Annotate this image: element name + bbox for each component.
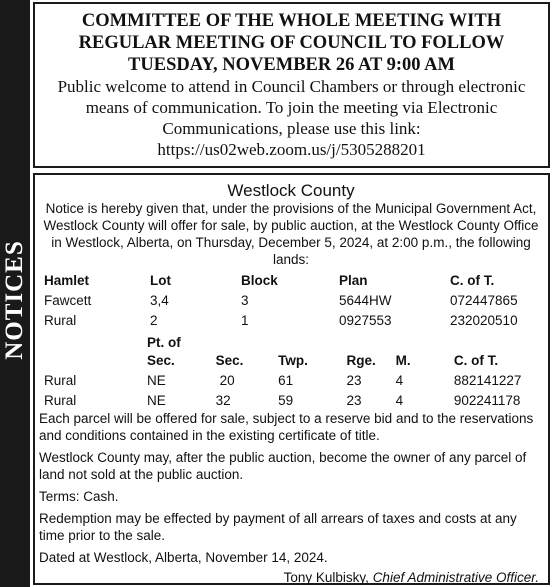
table-cell: Rural	[44, 372, 77, 388]
table-cell: 1	[241, 312, 249, 328]
meeting-notice	[33, 2, 550, 168]
table-cell: 5644HW	[339, 292, 392, 308]
meeting-body-line-2: means of communication. To join the meeting via Electronic	[85, 98, 498, 117]
table-cell: 072447865	[450, 292, 518, 308]
table-cell: 882141227	[453, 372, 522, 388]
terms-paragraph: Terms: Cash.	[39, 489, 119, 504]
reserve-bid-paragraph: Each parcel will be offered for sale, subject to a reserve bid and to the reservations and conditions contained in the existing certificate of title.	[39, 411, 534, 443]
column-header: Plan	[339, 272, 368, 288]
table-cell: 4	[395, 372, 404, 388]
table-cell: 23	[346, 392, 362, 408]
column-header: Block	[241, 272, 278, 288]
table-cell: Fawcett	[44, 292, 92, 308]
table-cell: NE	[147, 392, 166, 408]
signature-name: Tony Kulbisky,	[283, 570, 369, 585]
signature	[39, 569, 543, 586]
header-line: Sec.	[147, 353, 175, 368]
meeting-link[interactable]: https://us02web.zoom.us/j/5305288201	[157, 140, 426, 159]
rural-lands-table	[44, 330, 543, 410]
table-cell: 3	[241, 292, 249, 308]
table-cell: 23	[346, 372, 362, 388]
tax-sale-notice	[33, 173, 550, 585]
column-header: Sec.	[215, 353, 244, 368]
notice-intro: Notice is hereby given that, under the provisions of the Municipal Government Act, Westlock County will offer for sale, by public auction, at the Westlock County Office in Westlock, Alberta, on Thursday, December 5, 2024, at 2:00 p.m., the following lands:	[43, 201, 539, 267]
hamlet-lands-table	[44, 270, 540, 330]
table-row	[44, 390, 543, 410]
notices-sidebar	[0, 0, 30, 587]
table-cell: 61	[278, 372, 294, 388]
meeting-title-line-2: REGULAR MEETING OF COUNCIL TO FOLLOW	[78, 33, 505, 53]
column-header: C. of T.	[453, 353, 499, 368]
table-header-row	[44, 270, 540, 290]
redemption-paragraph: Redemption may be effected by payment of all arrears of taxes and costs at any time prior to the sale.	[39, 511, 517, 543]
header-line: Pt. of	[147, 335, 181, 350]
table-cell: 902241178	[453, 392, 521, 408]
meeting-body-line-1: Public welcome to attend in Council Chambers or through electronic	[57, 77, 526, 96]
table-cell: 232020510	[450, 312, 518, 328]
column-header: Rge.	[346, 353, 376, 368]
table-cell: 20	[219, 372, 235, 388]
table-row	[44, 310, 540, 330]
table-row	[44, 370, 543, 390]
table-cell: 0927553	[339, 312, 392, 328]
column-header	[44, 330, 147, 370]
table-cell: 32	[215, 392, 231, 408]
meeting-title-line-1: COMMITTEE OF THE WHOLE MEETING WITH	[81, 11, 502, 31]
column-header: Twp.	[278, 353, 308, 368]
column-header: Lot	[150, 272, 171, 288]
table-cell: NE	[147, 372, 166, 388]
notice-title: Westlock County	[227, 181, 355, 200]
column-header: Hamlet	[44, 272, 90, 288]
table-cell: 59	[278, 392, 294, 408]
notices-label: NOTICES	[1, 240, 28, 360]
table-cell: 4	[395, 392, 404, 408]
signature-role: Chief Administrative Officer.	[372, 570, 539, 585]
column-header: C. of T.	[450, 272, 495, 288]
table-cell: 3,4	[150, 292, 169, 308]
meeting-date: TUESDAY, NOVEMBER 26 AT 9:00 AM	[128, 55, 455, 75]
table-cell: 2	[150, 312, 158, 328]
ownership-paragraph: Westlock County may, after the public auction, become the owner of any parcel of land not sold at the public auction.	[39, 450, 527, 482]
table-cell: Rural	[44, 312, 77, 328]
table-cell: Rural	[44, 392, 77, 408]
dated-paragraph: Dated at Westlock, Alberta, November 14, 2024.	[39, 550, 328, 565]
column-header: M.	[395, 353, 411, 368]
table-header-row	[44, 330, 543, 370]
column-header-pt-of-sec	[147, 330, 216, 370]
meeting-body-line-3: Communications, please use this link:	[162, 119, 421, 138]
table-row	[44, 290, 540, 310]
